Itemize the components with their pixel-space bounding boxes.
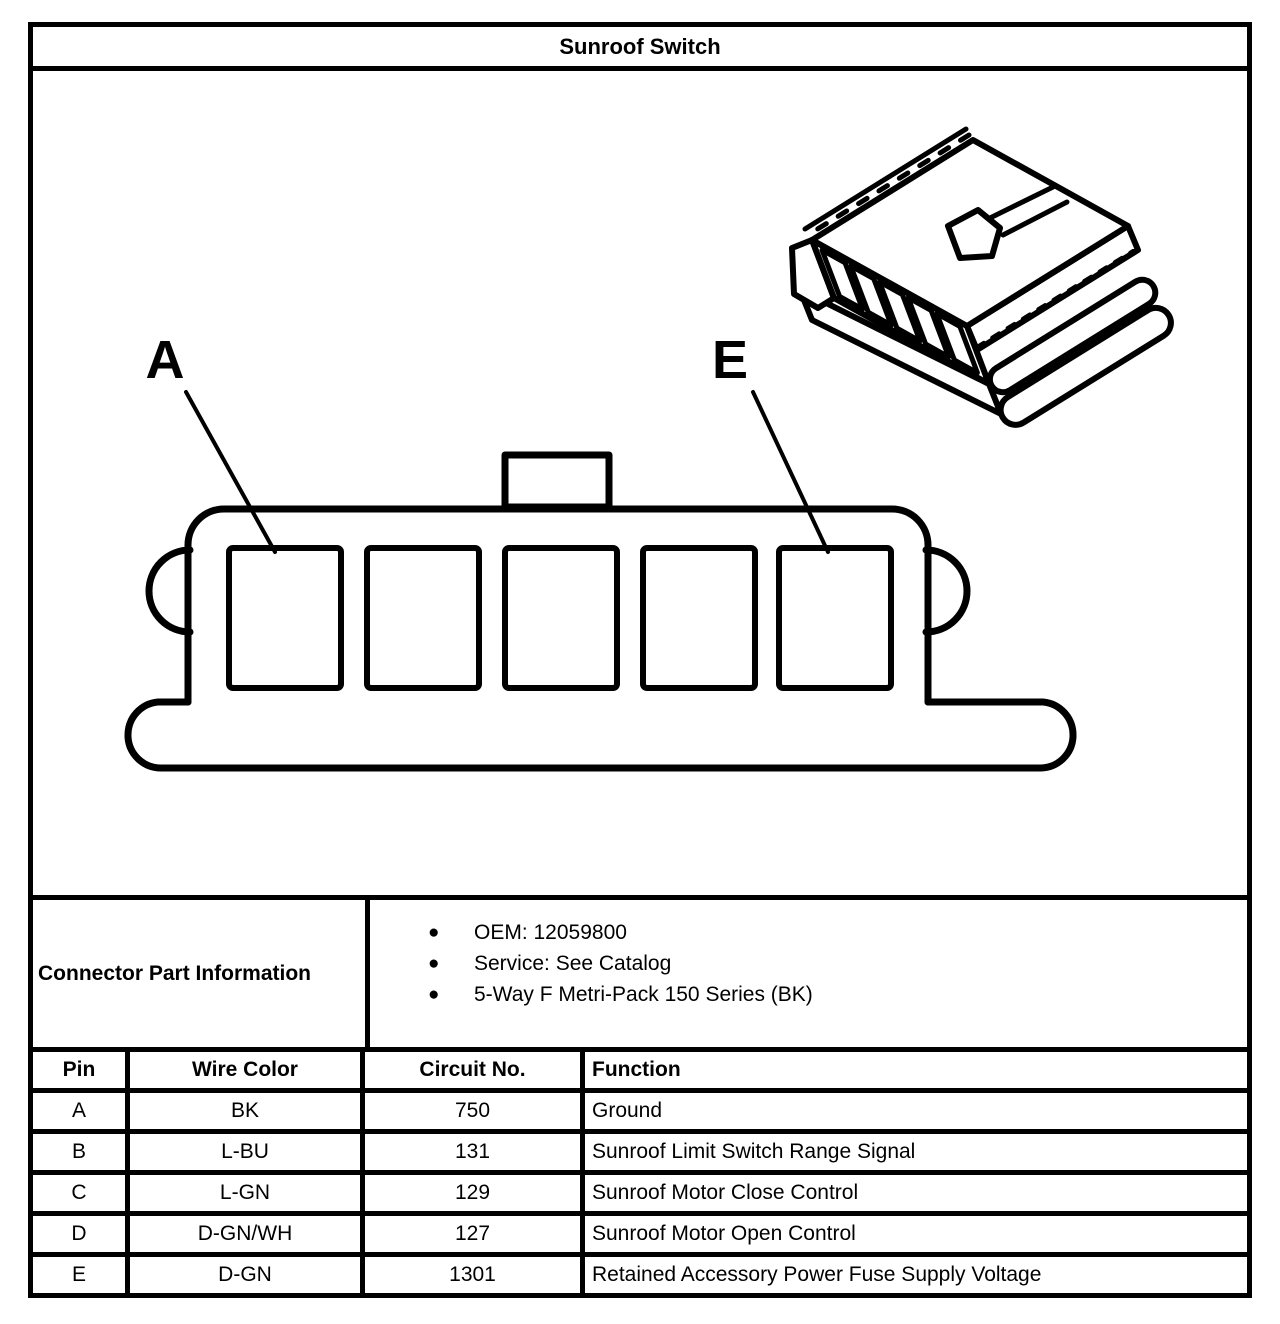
part-info-bullet-oem [370, 917, 1247, 948]
pin-cell: D [33, 1216, 130, 1252]
wire-color-cell: L-BU [130, 1134, 365, 1170]
circuit-no-cell: 1301 [365, 1257, 585, 1293]
table-row-e [33, 1257, 1247, 1293]
cavity-e [779, 548, 891, 688]
part-info-bullet-service [370, 948, 1247, 979]
circuit-no-cell: 131 [365, 1134, 585, 1170]
cavity-c [505, 548, 617, 688]
connector-line-art [33, 71, 1247, 895]
table-row-b [33, 1134, 1247, 1175]
part-info-bullet-text: OEM: 12059800 [474, 921, 627, 944]
front-view-connector-drawing [128, 330, 1073, 768]
circuit-no-cell: 750 [365, 1093, 585, 1129]
wire-color-cell: D-GN/WH [130, 1216, 365, 1252]
circuit-no-cell: 127 [365, 1216, 585, 1252]
part-info-bullet-text: 5-Way F Metri-Pack 150 Series (BK) [474, 983, 813, 1006]
base-fill [128, 700, 1073, 768]
table-row-d [33, 1216, 1247, 1257]
document-sheet [28, 22, 1252, 1298]
wire-color-cell: D-GN [130, 1257, 365, 1293]
pin-letter-a: A [145, 330, 185, 390]
function-cell: Retained Accessory Power Fuse Supply Voltage [592, 1263, 1042, 1286]
function-cell: Sunroof Limit Switch Range Signal [592, 1140, 916, 1163]
function-cell: Sunroof Motor Open Control [592, 1222, 856, 1245]
table-row-a [33, 1093, 1247, 1134]
pin-cell: E [33, 1257, 130, 1293]
cavity-b [367, 548, 479, 688]
isometric-connector-drawing [792, 129, 1177, 430]
bullet-icon: ● [428, 922, 440, 943]
pin-cell: B [33, 1134, 130, 1170]
pin-table-header-row [33, 1052, 1247, 1093]
part-info-bullet-series [370, 979, 1247, 1010]
part-info-heading: Connector Part Information [33, 900, 370, 1047]
bullet-icon: ● [428, 984, 440, 1005]
pin-letter-e: E [711, 330, 749, 390]
header-wire-color: Wire Color [130, 1052, 365, 1088]
pin-cell: C [33, 1175, 130, 1211]
circuit-no-cell: 129 [365, 1175, 585, 1211]
wire-color-cell: BK [130, 1093, 365, 1129]
part-info-bullet-text: Service: See Catalog [474, 952, 672, 975]
table-row-c [33, 1175, 1247, 1216]
connector-part-information-section [33, 900, 1247, 1052]
pin-cell: A [33, 1093, 130, 1129]
header-function: Function [592, 1058, 681, 1081]
page-title: Sunroof Switch [33, 27, 1247, 71]
bullet-icon: ● [428, 953, 440, 974]
part-info-bullet-list [370, 900, 1247, 1047]
front-view-index-tab [505, 455, 609, 507]
front-view-cavities [229, 548, 891, 688]
header-pin: Pin [33, 1052, 130, 1088]
function-cell: Sunroof Motor Close Control [592, 1181, 859, 1204]
cavity-a [229, 548, 341, 688]
wire-color-cell: L-GN [130, 1175, 365, 1211]
header-circuit-no: Circuit No. [365, 1052, 585, 1088]
function-cell: Ground [592, 1099, 663, 1122]
cavity-d [643, 548, 755, 688]
connector-diagram-area [33, 71, 1247, 900]
